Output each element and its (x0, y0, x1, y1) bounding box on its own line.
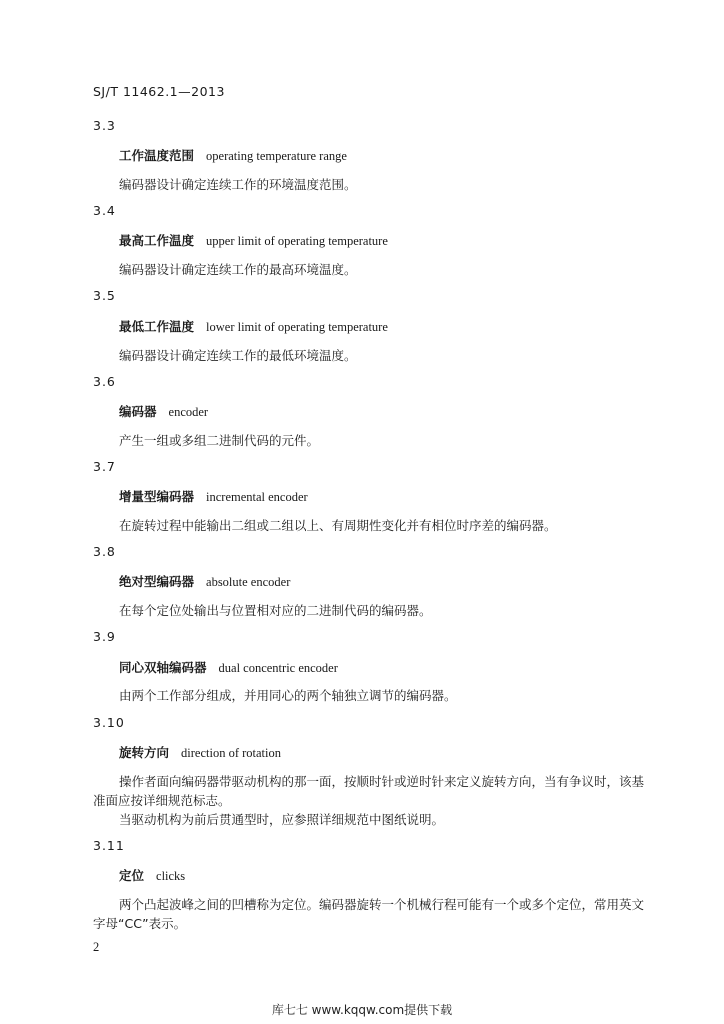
clause-number: 3.8 (93, 544, 116, 559)
term-english: dual concentric encoder (218, 661, 338, 675)
download-source-footer: 库七七 www.kqqw.com提供下载 (271, 1003, 453, 1017)
term-title (119, 487, 308, 505)
term-definition: 编码器设计确定连续工作的环境温度范围。 (119, 177, 357, 192)
term-definition: 编码器设计确定连续工作的最低环境温度。 (119, 348, 357, 363)
term-definition: 在每个定位处输出与位置相对应的二进制代码的编码器。 (119, 603, 432, 618)
term-title (119, 317, 388, 335)
term-english: operating temperature range (206, 149, 347, 163)
term-chinese: 旋转方向 (119, 745, 170, 760)
term-title (119, 572, 290, 590)
term-definition: 由两个工作部分组成，并用同心的两个轴独立调节的编码器。 (119, 688, 457, 703)
page-number: 2 (93, 940, 100, 954)
term-title (119, 866, 185, 884)
term-title (119, 231, 388, 249)
clause-number: 3.5 (93, 288, 116, 303)
term-chinese: 绝对型编码器 (119, 574, 195, 589)
term-english: direction of rotation (181, 746, 281, 760)
term-english: clicks (156, 869, 186, 883)
term-chinese: 同心双轴编码器 (119, 660, 207, 675)
clause-number: 3.6 (93, 374, 116, 389)
term-english: upper limit of operating temperature (206, 234, 388, 248)
standard-number-header: SJ/T 11462.1—2013 (93, 84, 225, 99)
term-definition: 编码器设计确定连续工作的最高环境温度。 (119, 262, 357, 277)
term-chinese: 最低工作温度 (119, 319, 195, 334)
term-english: absolute encoder (206, 575, 291, 589)
term-chinese: 定位 (119, 868, 145, 883)
clause-number: 3.3 (93, 118, 116, 133)
term-chinese: 编码器 (119, 404, 157, 419)
term-chinese: 工作温度范围 (119, 148, 195, 163)
term-definition-line: 字母“CC”表示。 (93, 916, 187, 931)
term-english: incremental encoder (206, 490, 308, 504)
term-definition-line: 准面应按详细规范标志。 (93, 793, 231, 808)
term-title (119, 146, 347, 164)
term-chinese: 最高工作温度 (119, 233, 195, 248)
term-title (119, 402, 208, 420)
term-definition-line: 两个凸起波峰之间的凹槽称为定位。编码器旋转一个机械行程可能有一个或多个定位，常用英文 (119, 897, 645, 912)
clause-number: 3.7 (93, 459, 116, 474)
clause-number: 3.11 (93, 838, 125, 853)
clause-number: 3.10 (93, 715, 125, 730)
term-definition-line: 当驱动机构为前后贯通型时，应参照详细规范中图纸说明。 (119, 812, 445, 827)
term-english: encoder (168, 405, 209, 419)
term-title (119, 743, 281, 761)
term-english: lower limit of operating temperature (206, 320, 388, 334)
clause-number: 3.9 (93, 629, 116, 644)
term-title (119, 658, 338, 676)
term-definition: 在旋转过程中能输出二组或二组以上、有周期性变化并有相位时序差的编码器。 (119, 518, 557, 533)
clause-number: 3.4 (93, 203, 116, 218)
term-chinese: 增量型编码器 (119, 489, 195, 504)
term-definition-line: 操作者面向编码器带驱动机构的那一面，按顺时针或逆时针来定义旋转方向，当有争议时，该基 (119, 774, 645, 789)
term-definition: 产生一组或多组二进制代码的元件。 (119, 433, 320, 448)
